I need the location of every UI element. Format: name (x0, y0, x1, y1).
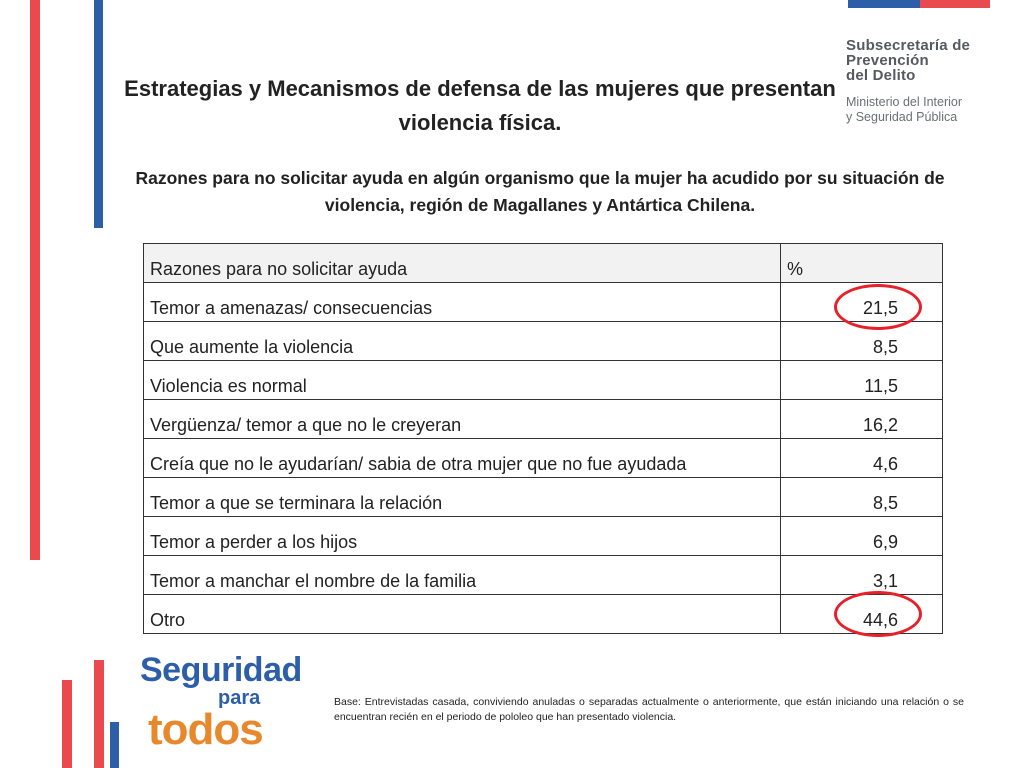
logo-ministry-1: Ministerio del Interior (846, 95, 963, 109)
footnote: Base: Entrevistadas casada, conviviendo anuladas o separadas actualmente o anteriormente, que están iniciando una relación o se encuentran recién en el periodo de pololeo que han presentado violencia. (334, 696, 964, 723)
table-header-row (144, 244, 943, 283)
table-row (144, 322, 943, 361)
table-row (144, 595, 943, 634)
page-title: Estrategias y Mecanismos de defensa de las mujeres que presentan violencia física. (124, 76, 836, 135)
row-reason: Temor a amenazas/ consecuencias (144, 283, 781, 322)
row-reason: Creía que no le ayudarían/ sabia de otra mujer que no fue ayudada (144, 439, 781, 478)
row-reason: Temor a que se terminara la relación (144, 478, 781, 517)
table-row (144, 556, 943, 595)
decor-stripe-red-bottom (62, 680, 72, 768)
row-reason: Vergüenza/ temor a que no le creyeran (144, 400, 781, 439)
row-percent: 44,6 (781, 595, 943, 634)
highlight-circle (834, 284, 922, 330)
row-reason: Otro (144, 595, 781, 634)
header-reason: Razones para no solicitar ayuda (144, 244, 781, 283)
decor-stripe-red (30, 0, 40, 560)
brand-word-todos: todos (148, 705, 263, 754)
header-percent: % (781, 244, 943, 283)
row-reason: Que aumente la violencia (144, 322, 781, 361)
table-row (144, 439, 943, 478)
row-percent: 8,5 (781, 322, 943, 361)
row-percent: 6,9 (781, 517, 943, 556)
row-reason: Temor a perder a los hijos (144, 517, 781, 556)
table-row (144, 400, 943, 439)
logo-ministry-2: y Seguridad Pública (846, 110, 958, 124)
brand-word-seguridad: Seguridad (140, 651, 302, 689)
ministry-logo (846, 38, 1016, 125)
decor-stripe-blue (94, 0, 103, 228)
row-reason: Violencia es normal (144, 361, 781, 400)
decor-stripe-blue-bottom (110, 722, 119, 768)
logo-line-2: Prevención (846, 52, 929, 69)
table-row (144, 361, 943, 400)
row-percent: 16,2 (781, 400, 943, 439)
highlight-circle (834, 591, 922, 637)
row-reason: Temor a manchar el nombre de la familia (144, 556, 781, 595)
row-percent: 3,1 (781, 556, 943, 595)
row-percent: 8,5 (781, 478, 943, 517)
table-subtitle: Razones para no solicitar ayuda en algún organismo que la mujer ha acudido por su situación de violencia, región de Magallanes y Antártica Chilena. (135, 168, 945, 215)
row-percent: 11,5 (781, 361, 943, 400)
logo-line-3: del Delito (846, 67, 916, 84)
decor-top-bar-red (920, 0, 990, 8)
table-row (144, 478, 943, 517)
reasons-table (143, 243, 943, 634)
table-row (144, 283, 943, 322)
decor-top-bar-blue (848, 0, 920, 8)
row-percent: 21,5 (781, 283, 943, 322)
table-row (144, 517, 943, 556)
logo-line-1: Subsecretaría de (846, 37, 971, 54)
row-percent: 4,6 (781, 439, 943, 478)
brand-word-para: para (218, 687, 261, 709)
brand-logo (140, 652, 320, 752)
decor-stripe-red-bottom-2 (94, 660, 104, 768)
